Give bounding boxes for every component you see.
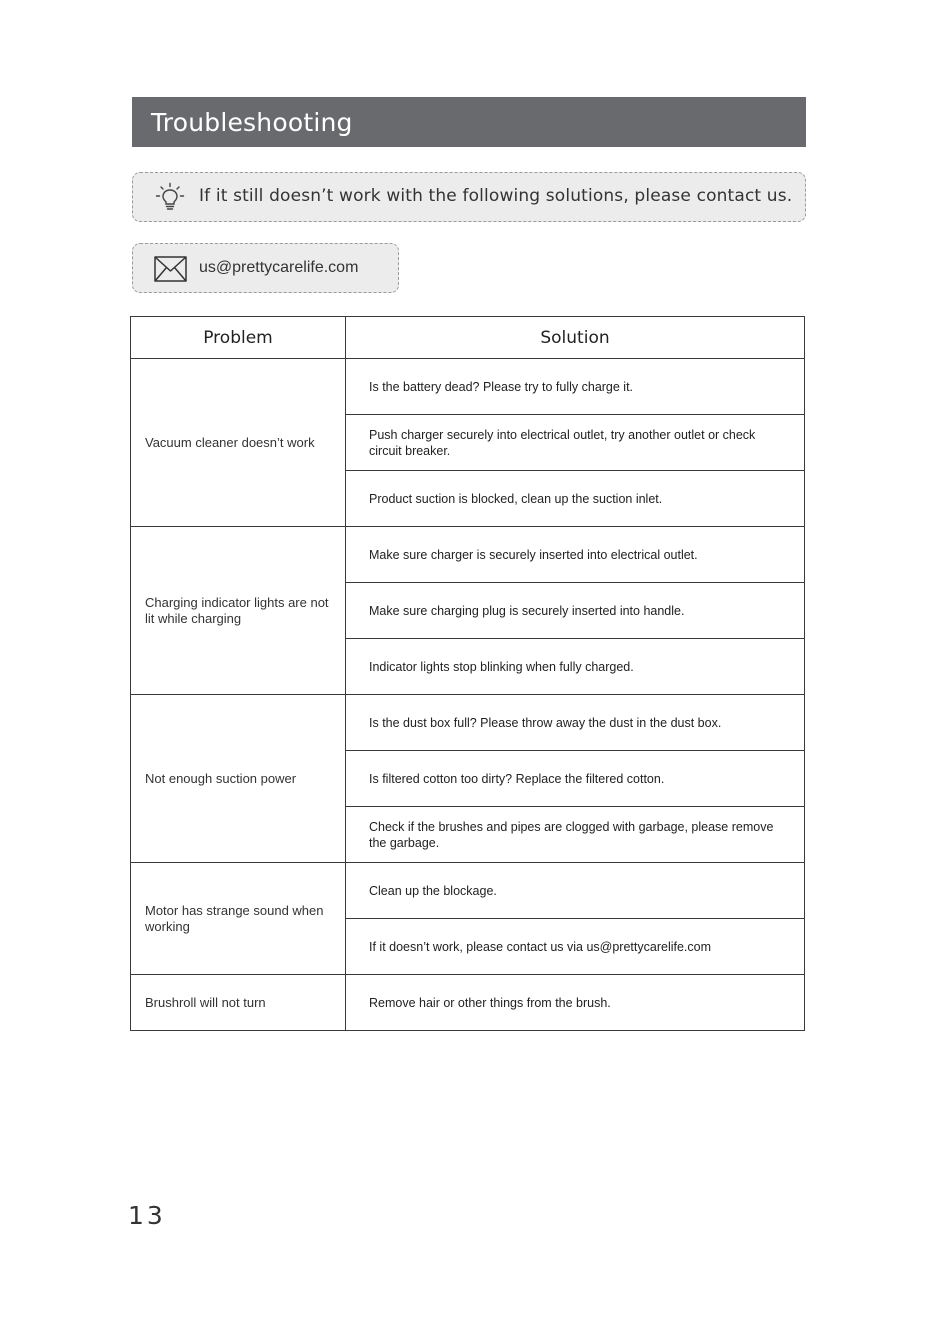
- table-row: [131, 975, 805, 1031]
- problem-cell: Motor has strange sound when working: [131, 863, 346, 975]
- solution-cell: Make sure charging plug is securely inserted into handle.: [346, 583, 805, 639]
- troubleshooting-table: [130, 316, 805, 1031]
- table-header-row: [131, 317, 805, 359]
- solution-cell: Is the battery dead? Please try to fully charge it.: [346, 359, 805, 415]
- solution-column-header: Solution: [346, 317, 805, 359]
- page-title: Troubleshooting: [151, 107, 353, 137]
- solution-cell: Product suction is blocked, clean up the suction inlet.: [346, 471, 805, 527]
- solution-cell: Remove hair or other things from the brush.: [346, 975, 805, 1031]
- table-row: [131, 695, 805, 751]
- notice-box: [132, 172, 806, 222]
- table-row: [131, 359, 805, 415]
- solution-cell: Is the dust box full? Please throw away the dust in the dust box.: [346, 695, 805, 751]
- problem-cell: Brushroll will not turn: [131, 975, 346, 1031]
- lightbulb-icon: [155, 182, 185, 214]
- problem-cell: Charging indicator lights are not lit while charging: [131, 527, 346, 695]
- contact-email-box: [132, 243, 399, 293]
- problem-cell: Not enough suction power: [131, 695, 346, 863]
- solution-cell: Make sure charger is securely inserted into electrical outlet.: [346, 527, 805, 583]
- solution-cell: If it doesn’t work, please contact us via us@prettycarelife.com: [346, 919, 805, 975]
- table-row: [131, 863, 805, 919]
- solution-cell: Clean up the blockage.: [346, 863, 805, 919]
- solution-cell: Push charger securely into electrical outlet, try another outlet or check circuit breaker.: [346, 415, 805, 471]
- page-number: 13: [128, 1201, 166, 1230]
- notice-text: If it still doesn’t work with the following solutions, please contact us.: [199, 186, 793, 206]
- contact-email[interactable]: us@prettycarelife.com: [199, 259, 359, 276]
- envelope-icon: [154, 256, 187, 282]
- table-row: [131, 527, 805, 583]
- solution-cell: Check if the brushes and pipes are clogged with garbage, please remove the garbage.: [346, 807, 805, 863]
- problem-cell: Vacuum cleaner doesn’t work: [131, 359, 346, 527]
- solution-cell: Is filtered cotton too dirty? Replace the filtered cotton.: [346, 751, 805, 807]
- solution-cell: Indicator lights stop blinking when fully charged.: [346, 639, 805, 695]
- problem-column-header: Problem: [131, 317, 346, 359]
- section-title-bar: [132, 97, 806, 147]
